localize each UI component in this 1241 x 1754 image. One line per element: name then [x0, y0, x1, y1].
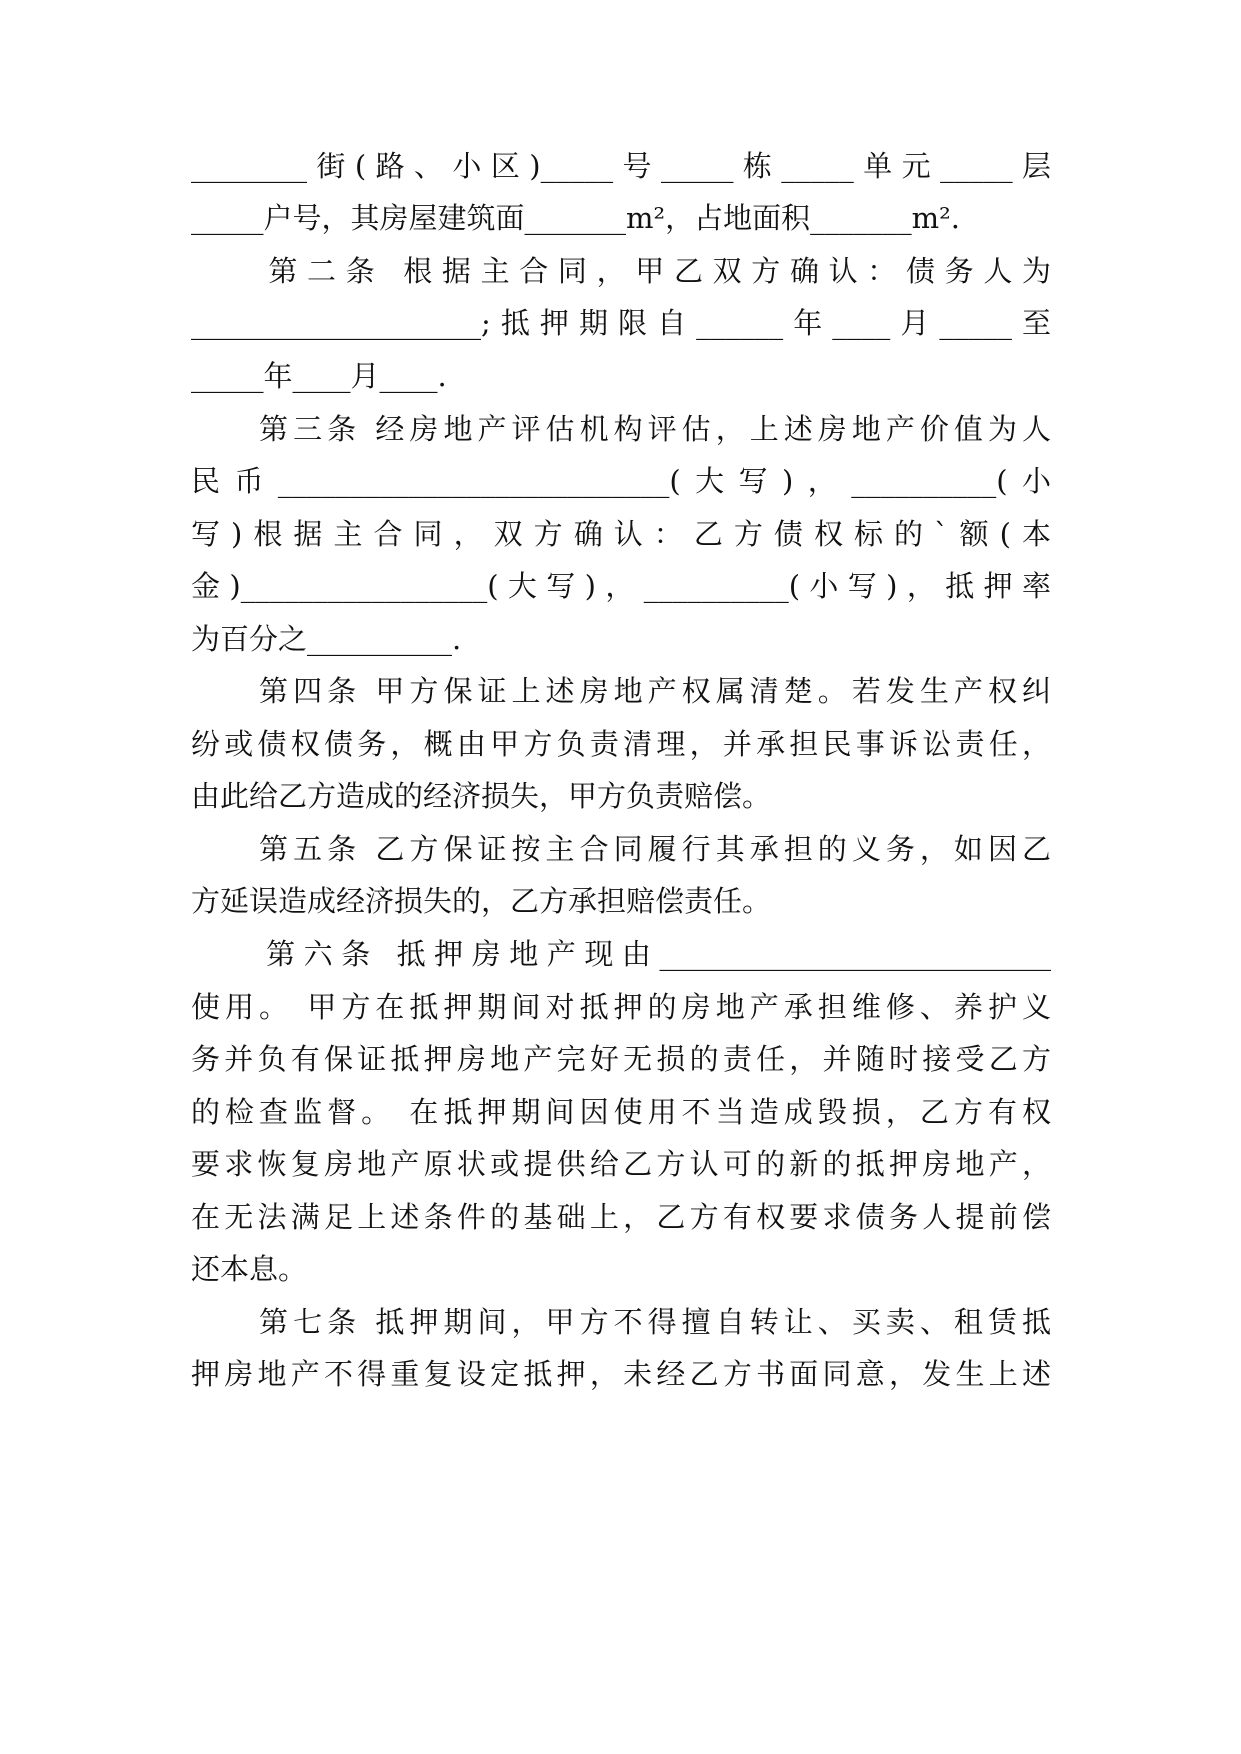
- text-line: 的检查监督。 在抵押期间因使用不当造成毁损，乙方有权: [191, 1095, 1051, 1129]
- text-line: 还本息。: [191, 1252, 308, 1286]
- text-line: 民币___________________________(大写)，__________(小: [191, 464, 1051, 498]
- text-line: 在无法满足上述条件的基础上，乙方有权要求债务人提前偿: [191, 1200, 1051, 1234]
- text-line: 金)_________________(大写)，__________(小写)，抵押率: [191, 569, 1051, 603]
- text-line-article-4: 第四条 甲方保证上述房地产权属清楚。若发生产权纠: [191, 674, 1051, 708]
- text-line: 写)根据主合同，双方确认：乙方债权标的`额(本: [191, 517, 1051, 551]
- text-line-address: ________街(路、小区)_____号_____栋_____单元_____层: [191, 149, 1051, 183]
- text-line-article-6: 第六条 抵押房地产现由___________________________: [191, 937, 1051, 971]
- text-line-area: _____户号，其房屋建筑面_______m²，占地面积_______m².: [191, 201, 960, 235]
- text-line-article-5: 第五条 乙方保证按主合同履行其承担的义务，如因乙: [191, 832, 1051, 866]
- text-line: 为百分之__________.: [191, 622, 462, 656]
- text-line: 使用。 甲方在抵押期间对抵押的房地产承担维修、养护义: [191, 990, 1051, 1024]
- text-line-article-2: 第二条 根据主合同，甲乙双方确认：债务人为: [191, 254, 1051, 288]
- text-line: 务并负有保证抵押房地产完好无损的责任，并随时接受乙方: [191, 1042, 1051, 1076]
- text-line: 方延误造成经济损失的，乙方承担赔偿责任。: [191, 884, 772, 918]
- text-line: 由此给乙方造成的经济损失，甲方负责赔偿。: [191, 779, 772, 813]
- text-line-article-3: 第三条 经房地产评估机构评估，上述房地产价值为人: [191, 412, 1051, 446]
- text-line: 押房地产不得重复设定抵押，未经乙方书面同意，发生上述: [191, 1357, 1051, 1391]
- text-line: 纷或债权债务，概由甲方负责清理，并承担民事诉讼责任，: [191, 727, 1051, 761]
- text-line-article-7: 第七条 抵押期间，甲方不得擅自转让、买卖、租赁抵: [191, 1305, 1051, 1339]
- text-line: ____________________;抵押期限自______年____月_____至: [191, 306, 1051, 340]
- text-line: 要求恢复房地产原状或提供给乙方认可的新的抵押房地产，: [191, 1147, 1051, 1181]
- text-line: _____年____月____.: [191, 359, 447, 393]
